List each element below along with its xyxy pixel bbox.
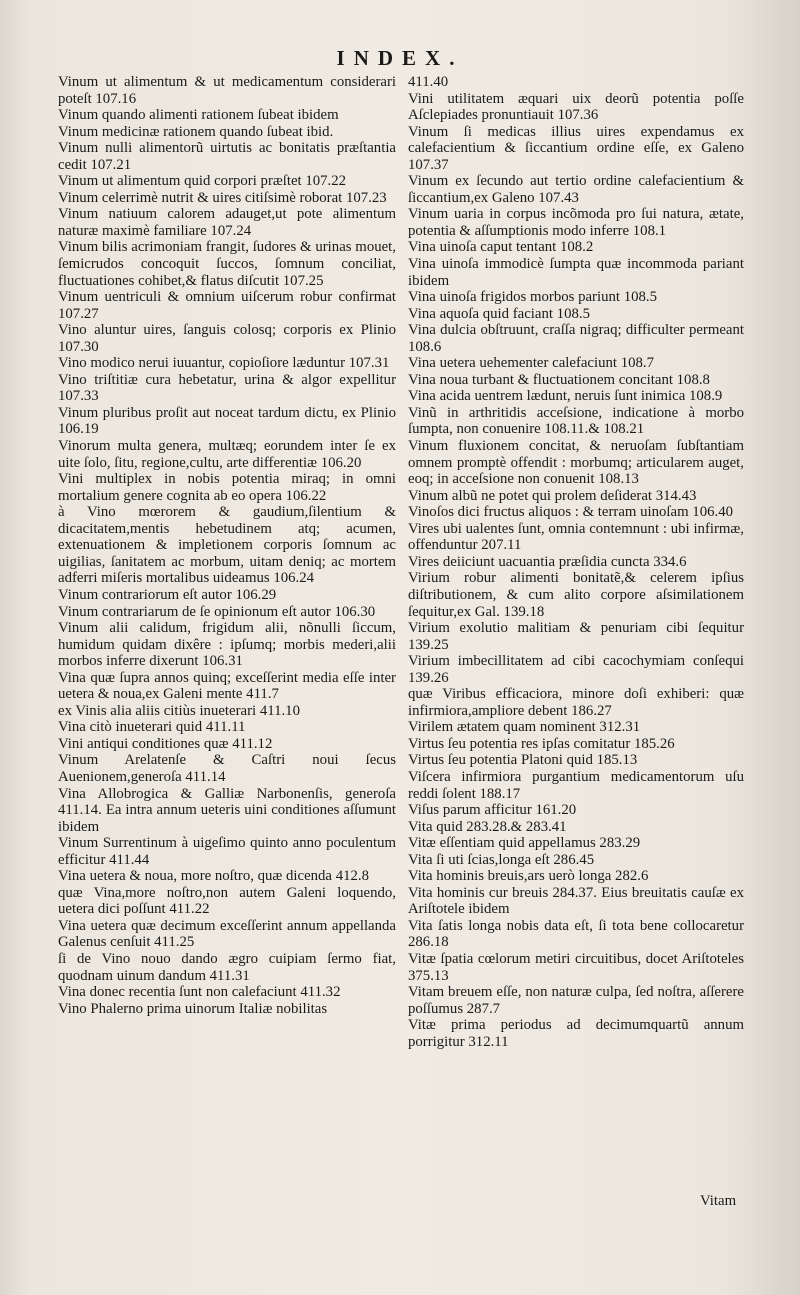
index-entry: Vinum uaria in corpus incõmoda pro ſui natura, ætate, potentia & aſſumptionis modo inferre 108.1 bbox=[408, 206, 744, 239]
index-entry: Vina quæ ſupra annos quinq; exceſſerint media eſſe inter uetera & noua,ex Galeni mente 411.7 bbox=[58, 669, 396, 703]
index-entry: Vina noua turbant & fluctuationem concitant 108.8 bbox=[408, 371, 710, 388]
index-entry: Vitæ prima periodus ad decimumquartũ annum porrigitur 312.11 bbox=[408, 1017, 744, 1050]
index-entry: Vinum natiuum calorem adauget,ut pote alimentum naturæ maximè familiare 107.24 bbox=[58, 206, 396, 239]
index-entry: Virilem ætatem quam nominent 312.31 bbox=[408, 719, 641, 736]
index-entry: Vita ſi uti ſcias,longa eſt 286.45 bbox=[408, 851, 595, 868]
index-entry: Vini utilitatem æquari uix deorũ potentia poſſe Aſclepiades pronuntiauit 107.36 bbox=[408, 90, 744, 124]
index-entry: Vina uetera quæ decimum exceſſerint annum appellanda Galenus cenſuit 411.25 bbox=[58, 917, 396, 951]
index-entry: Vinum medicinæ rationem quando ſubeat ibid. bbox=[58, 123, 334, 140]
index-entry: Vinum albũ ne potet qui prolem deſiderat 314.43 bbox=[408, 487, 697, 504]
index-entry: Vina Allobrogica & Galliæ Narbonenſis, generoſa 411.14. Ea intra annum ueteris uini conditiones aſſumunt ibidem bbox=[58, 785, 396, 835]
index-entry: Vinum pluribus proſit aut noceat tardum dictu, ex Plinio 106.19 bbox=[58, 404, 396, 438]
index-entry: Vina aquoſa quid faciant 108.5 bbox=[408, 305, 590, 322]
index-entry: Viſcera infirmiora purgantium medicamentorum uſu reddi ſolent 188.17 bbox=[408, 768, 744, 802]
index-entry: Vinum fluxionem concitat, & neruoſam ſubſtantiam omnem promptè offendit : morbumq; articularem auget, eoq; in acceſsione non conuenit 108.13 bbox=[408, 438, 744, 488]
index-entry: Vinum contrariarum de ſe opinionum eſt autor 106.30 bbox=[58, 603, 376, 620]
index-entry: Vitam breuem eſſe, non naturæ culpa, ſed noſtra, aſſerere poſſumus 287.7 bbox=[408, 984, 744, 1017]
index-entry: Vita hominis breuis,ars uerò longa 282.6 bbox=[408, 868, 649, 885]
index-entry: Vina citò inueterari quid 411.11 bbox=[58, 719, 246, 736]
index-entry: Vino Phalerno prima uinorum Italiæ nobilitas bbox=[58, 1000, 328, 1017]
index-entry: 411.40 bbox=[408, 74, 449, 90]
index-entry: Vina acida uentrem lædunt, neruis ſunt inimica 108.9 bbox=[408, 388, 723, 405]
index-entry: Vini multiplex in nobis potentia miraq; in omni mortalium genere cognita ab eo opera 106.22 bbox=[58, 471, 396, 504]
index-entry: Vinum quando alimenti rationem ſubeat ibidem bbox=[58, 107, 339, 124]
index-entry: quæ Viribus efficaciora, minore doſi exhiberi: quæ infirmiora,ampliore debent 186.27 bbox=[408, 686, 744, 719]
index-entry: Vina uetera & noua, more noſtro, quæ dicenda 412.8 bbox=[58, 868, 369, 885]
index-entry: quæ Vina,more noſtro,non autem Galeni loquendo, uetera dici poſſunt 411.22 bbox=[58, 884, 396, 918]
index-entry: Vinum ut alimentum quid corpori præſtet 107.22 bbox=[58, 173, 347, 190]
index-entry: Viſus parum afficitur 161.20 bbox=[408, 802, 577, 819]
index-entry: Virium robur alimenti bonitatẽ,& celerem ipſius diſtributionem, & cum alito corpore aſsimilationem ſequitur,ex Gal. 139.18 bbox=[408, 570, 744, 620]
index-entry: Virtus ſeu potentia Platoni quid 185.13 bbox=[408, 752, 638, 769]
index-entry: Vinum bilis acrimoniam frangit, ſudores & urinas mouet, ſemicrudos concoquit ſuccos, ſomnum conciliat, fluctuationes cohibet,& flatus diſcutit 107.25 bbox=[58, 239, 396, 289]
index-entry: Vita ſatis longa nobis data eſt, ſi tota bene collocaretur 286.18 bbox=[408, 917, 744, 951]
index-entry: Vita hominis cur breuis 284.37. Eius breuitatis cauſæ ex Ariſtotele ibidem bbox=[408, 884, 744, 918]
index-entry: Vitæ eſſentiam quid appellamus 283.29 bbox=[408, 835, 641, 852]
index-entry: Vina dulcia obſtruunt, craſſa nigraq; difficulter permeant 108.6 bbox=[408, 322, 744, 355]
index-entry: Vinum contrariorum eſt autor 106.29 bbox=[58, 586, 277, 603]
left-column bbox=[58, 74, 396, 1017]
index-entry: ex Vinis alia aliis citiùs inueterari 411.10 bbox=[58, 702, 300, 719]
index-entry: Vinum Surrentinum à uigeſimo quinto anno poculentum efficitur 411.44 bbox=[58, 835, 396, 868]
index-entry: Vina donec recentia ſunt non calefaciunt 411.32 bbox=[58, 984, 341, 1001]
index-entry: Vino triſtitiæ cura hebetatur, urina & algor expellitur 107.33 bbox=[58, 371, 396, 405]
index-entry: Vino aluntur uires, ſanguis colosq; corporis ex Plinio 107.30 bbox=[58, 322, 396, 355]
page-header: INDEX. bbox=[336, 46, 464, 70]
index-entry: Vinum ſi medicas illius uires expendamus ex calefacientium & ſiccantium ordine eſſe, ex Galeno 107.37 bbox=[408, 123, 744, 173]
index-entry: Vitæ ſpatia cœlorum metiri circuitibus, docet Ariſtoteles 375.13 bbox=[408, 950, 744, 984]
index-entry: Vires ubi ualentes ſunt, omnia contemnunt : ubi infirmæ, offenduntur 207.11 bbox=[408, 520, 744, 554]
index-entry: ſi de Vino nouo dando ægro cuipiam ſermo fiat, quodnam uinum dandum 411.31 bbox=[58, 950, 396, 984]
index-entry: Vinum nulli alimentorũ uirtutis ac bonitatis præſtantia cedit 107.21 bbox=[58, 140, 396, 173]
index-entry: Virtus ſeu potentia res ipſas comitatur 185.26 bbox=[408, 735, 675, 752]
right-column bbox=[408, 74, 744, 1050]
index-entry: Vinum alii calidum, frigidum alii, nõnulli ſiccum, humidum quidam dixêre : ipſumq; morbis mederi,alii morbos inferre dixerunt 106.31 bbox=[58, 620, 396, 670]
index-entry: Vinum ex ſecundo aut tertio ordine calefacientium & ſiccantium,ex Galeno 107.43 bbox=[408, 173, 744, 206]
index-entry: Vita quid 283.28.& 283.41 bbox=[408, 818, 567, 835]
index-entry: Vina uinoſa caput tentant 108.2 bbox=[408, 239, 594, 256]
index-entry: Vini antiqui conditiones quæ 411.12 bbox=[58, 735, 273, 752]
index-entry: Vinum ut alimentum & ut medicamentum considerari poteſt 107.16 bbox=[58, 74, 396, 107]
index-entry: Vinorum multa genera, multæq; eorundem inter ſe ex uite ſolo, ſitu, regione,cultu, arte differentiæ 106.20 bbox=[58, 438, 396, 471]
index-entry: Virium imbecillitatem ad cibi cacochymiam conſequi 139.26 bbox=[408, 653, 744, 686]
index-entry: Vina uinoſa frigidos morbos pariunt 108.5 bbox=[408, 289, 657, 306]
index-entry: Vinoſos dici fructus aliquos : & terram uinoſam 106.40 bbox=[408, 504, 734, 521]
index-entry: Vinũ in arthritidis acceſsione, indicatione à morbo ſumpta, non conuenire 108.11.& 108.21 bbox=[408, 404, 744, 438]
index-entry: Vino modico nerui iuuantur, copioſiore læduntur 107.31 bbox=[58, 355, 390, 372]
index-entry: Vina uetera uehementer calefaciunt 108.7 bbox=[408, 355, 655, 372]
index-entry: Vinum uentriculi & omnium uiſcerum robur confirmat 107.27 bbox=[58, 289, 396, 322]
index-entry: Vina uinoſa immodicè ſumpta quæ incommoda pariant ibidem bbox=[408, 256, 744, 289]
index-entry: Vires deiiciunt uacuantia præſidia cuncta 334.6 bbox=[408, 553, 687, 570]
index-entry: Virium exolutio malitiam & penuriam cibi ſequitur 139.25 bbox=[408, 620, 744, 653]
index-entry: Vinum Arelatenſe & Caſtri noui ſecus Auenionem,generoſa 411.14 bbox=[58, 752, 396, 785]
index-entry: Vinum celerrimè nutrit & uires citiſsimè roborat 107.23 bbox=[58, 189, 387, 206]
catchword: Vitam bbox=[700, 1193, 737, 1209]
index-entry: à Vino mœrorem & gaudium,ſilentium & dicacitatem,mentis hebetudinem atq; acumen, extenuationem & impletionem corporis ſomnum ac uigilias, ſanitatem ac morbum, uitam deniq; ac mortem adferri miſeris mortalibus uideamus 106.24 bbox=[58, 504, 396, 587]
